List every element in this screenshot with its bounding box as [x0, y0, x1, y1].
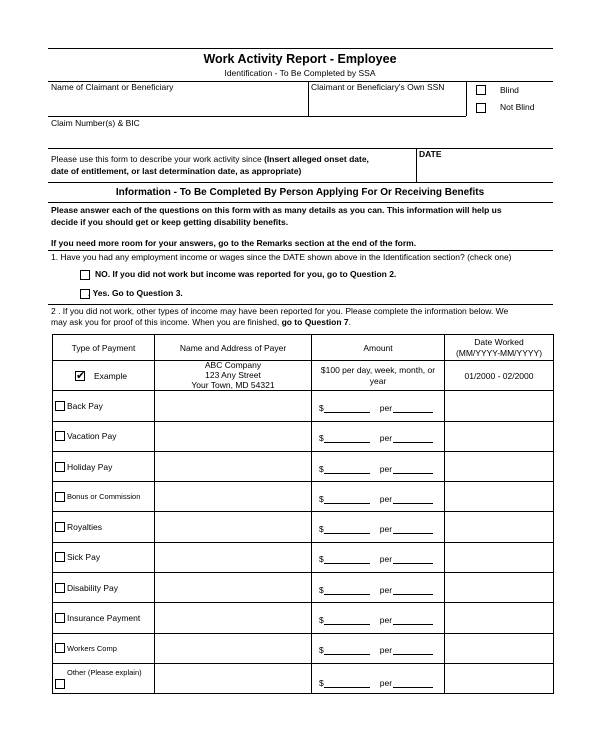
table-row	[53, 573, 554, 603]
not-blind-label: Not Blind	[500, 102, 535, 112]
amount-input-cell[interactable]	[312, 391, 445, 421]
date-worked-input-cell[interactable]	[445, 512, 554, 542]
payment-type-cell	[53, 633, 155, 663]
question-1-text: 1. Have you had any employment income or wages since the DATE shown above in the Identification section? (check one)	[51, 252, 512, 262]
payment-type-label: Vacation Pay	[67, 431, 117, 442]
payment-type-label: Sick Pay	[67, 552, 101, 563]
payment-rows	[53, 391, 554, 694]
ssn-label: Claimant or Beneficiary's Own SSN	[311, 82, 445, 92]
period-blank[interactable]	[393, 434, 433, 443]
per-label: per	[379, 677, 393, 688]
table-row	[53, 512, 554, 542]
question-2-line-2	[51, 318, 351, 328]
amount-input-cell[interactable]	[312, 542, 445, 572]
period-blank[interactable]	[393, 495, 433, 504]
instruction-plain: Please use this form to describe your work activity since	[51, 154, 265, 164]
amount-blank[interactable]	[324, 586, 370, 595]
payer-input-cell[interactable]	[155, 482, 312, 512]
payer-input-cell[interactable]	[155, 663, 312, 693]
name-label: Name of Claimant or Beneficiary	[51, 82, 174, 92]
payer-input-cell[interactable]	[155, 603, 312, 633]
example-amount-line-1: $100 per day, week, month, or	[320, 365, 436, 376]
example-payer-line-1: ABC Company	[204, 360, 262, 370]
instruction-bold: (Insert alleged onset date,	[264, 154, 369, 164]
divider	[308, 81, 309, 116]
payment-type-checkbox[interactable]	[55, 613, 65, 623]
period-blank[interactable]	[393, 404, 433, 413]
payment-type-label: Holiday Pay	[67, 461, 113, 472]
per-label: per	[379, 584, 393, 595]
payment-type-cell	[53, 663, 155, 693]
example-type-cell	[53, 361, 155, 391]
dollar-sign: $	[319, 554, 324, 565]
example-payer-line-2: 123 Any Street	[205, 369, 261, 380]
payer-input-cell[interactable]	[155, 512, 312, 542]
claim-number-label: Claim Number(s) & BIC	[51, 118, 140, 128]
example-payer-cell	[155, 361, 312, 391]
intro-line-2: decide if you should get or keep getting disability benefits.	[51, 217, 289, 227]
example-dates-cell: 01/2000 - 02/2000	[445, 361, 554, 391]
per-label: per	[379, 554, 393, 565]
divider	[48, 304, 553, 305]
question-2-line-1: 2 . If you did not work, other types of income may have been reported for you. Please complete the information below. We	[51, 306, 509, 316]
payment-type-checkbox[interactable]	[55, 462, 65, 472]
period-blank[interactable]	[393, 679, 433, 688]
dollar-sign: $	[319, 402, 324, 413]
example-label: Example	[94, 370, 128, 381]
payment-type-checkbox[interactable]	[55, 522, 65, 532]
table-row	[53, 421, 554, 451]
table-row	[53, 663, 554, 693]
amount-input-cell[interactable]	[312, 573, 445, 603]
date-worked-input-cell[interactable]	[445, 633, 554, 663]
example-checkbox	[75, 371, 85, 381]
payment-type-cell	[53, 421, 155, 451]
amount-input-cell[interactable]	[312, 482, 445, 512]
instruction-line-2: date of entitlement, or last determination date, as appropriate)	[51, 166, 302, 176]
header-date-line-2: (MM/YYYY-MM/YYYY)	[455, 347, 543, 358]
period-blank[interactable]	[393, 465, 433, 474]
divider	[48, 182, 553, 183]
dollar-sign: $	[319, 615, 324, 626]
section-heading: Information - To Be Completed By Person Applying For Or Receiving Benefits	[115, 187, 485, 198]
payer-input-cell[interactable]	[155, 391, 312, 421]
divider	[466, 81, 467, 116]
payment-type-label: Insurance Payment	[67, 613, 141, 624]
intro-line-1: Please answer each of the questions on this form with as many details as you can. This information will help us	[51, 205, 502, 215]
period-blank[interactable]	[393, 525, 433, 534]
amount-input-cell[interactable]	[312, 451, 445, 481]
payment-type-checkbox[interactable]	[55, 583, 65, 593]
date-worked-input-cell[interactable]	[445, 603, 554, 633]
divider	[48, 148, 553, 149]
payment-type-cell	[53, 391, 155, 421]
date-worked-input-cell[interactable]	[445, 391, 554, 421]
payment-type-cell	[53, 512, 155, 542]
amount-blank[interactable]	[324, 616, 370, 625]
date-worked-input-cell[interactable]	[445, 482, 554, 512]
q2-plain: may ask you for proof of this income. When you are finished,	[51, 317, 282, 327]
q1-yes-label: . Yes. Go to Question 3.	[88, 288, 183, 298]
payment-type-checkbox[interactable]	[55, 643, 65, 653]
payment-type-cell	[53, 542, 155, 572]
amount-blank[interactable]	[324, 465, 370, 474]
period-blank[interactable]	[393, 646, 433, 655]
instruction-line-1	[51, 155, 369, 165]
header-date	[445, 335, 554, 361]
q2-end: .	[348, 317, 351, 327]
divider	[48, 116, 466, 117]
date-worked-input-cell[interactable]	[445, 542, 554, 572]
divider	[416, 148, 417, 182]
period-blank[interactable]	[393, 616, 433, 625]
payer-input-cell[interactable]	[155, 573, 312, 603]
payment-type-checkbox[interactable]	[55, 679, 65, 689]
payment-type-cell	[53, 573, 155, 603]
payer-input-cell[interactable]	[155, 451, 312, 481]
not-blind-checkbox[interactable]	[476, 103, 486, 113]
dollar-sign: $	[319, 463, 324, 474]
amount-input-cell[interactable]	[312, 421, 445, 451]
dollar-sign: $	[319, 524, 324, 535]
amount-input-cell[interactable]	[312, 633, 445, 663]
amount-blank[interactable]	[324, 679, 370, 688]
table-header-row	[53, 335, 554, 361]
example-amount-line-2: year	[369, 375, 387, 386]
payment-type-checkbox[interactable]	[55, 552, 65, 562]
payment-type-label: Disability Pay	[67, 582, 119, 593]
per-label: per	[379, 433, 393, 444]
amount-blank[interactable]	[324, 495, 370, 504]
dollar-sign: $	[319, 677, 324, 688]
payment-type-checkbox[interactable]	[55, 431, 65, 441]
date-worked-input-cell[interactable]	[445, 663, 554, 693]
divider	[48, 250, 553, 251]
example-payer-line-3: Your Town, MD 54321	[191, 379, 275, 390]
payment-type-checkbox[interactable]	[55, 401, 65, 411]
payment-type-checkbox[interactable]	[55, 492, 65, 502]
payment-type-label: Bonus or Commission	[67, 492, 141, 502]
amount-input-cell[interactable]	[312, 512, 445, 542]
table-row	[53, 482, 554, 512]
amount-blank[interactable]	[324, 555, 370, 564]
header-amount: Amount	[312, 335, 445, 361]
blind-label: Blind	[500, 85, 519, 95]
remarks-note: If you need more room for your answers, go to the Remarks section at the end of the form.	[51, 238, 417, 248]
q2-bold: go to Question 7	[281, 317, 349, 327]
date-worked-input-cell[interactable]	[445, 451, 554, 481]
per-label: per	[379, 645, 393, 656]
header-name: Name and Address of Payer	[155, 335, 312, 361]
divider	[48, 202, 553, 203]
payer-input-cell[interactable]	[155, 542, 312, 572]
per-label: per	[379, 402, 393, 413]
payment-type-label: Royalties	[67, 522, 102, 533]
per-label: per	[379, 493, 393, 504]
date-worked-input-cell[interactable]	[445, 421, 554, 451]
payment-type-label: Workers Comp	[67, 643, 117, 653]
amount-blank[interactable]	[324, 525, 370, 534]
dollar-sign: $	[319, 433, 324, 444]
example-row	[53, 361, 554, 391]
table-row	[53, 603, 554, 633]
dollar-sign: $	[319, 493, 324, 504]
q1-no-checkbox[interactable]	[80, 270, 90, 280]
period-blank[interactable]	[393, 555, 433, 564]
payment-type-cell	[53, 603, 155, 633]
payment-type-cell	[53, 482, 155, 512]
dollar-sign: $	[319, 645, 324, 656]
per-label: per	[379, 615, 393, 626]
example-amount-cell	[312, 361, 445, 391]
amount-blank[interactable]	[324, 404, 370, 413]
form-title: Work Activity Report - Employee	[203, 52, 397, 66]
payment-table	[52, 334, 554, 694]
amount-blank[interactable]	[324, 646, 370, 655]
divider	[48, 48, 553, 49]
header-type: Type of Payment	[53, 335, 155, 361]
q1-no-label: NO. If you did not work but income was reported for you, go to Question 2.	[95, 269, 397, 279]
check-icon: ✔	[76, 369, 86, 382]
payment-type-label: Other (Please explain)	[67, 668, 142, 678]
header-date-line-1: Date Worked	[474, 337, 524, 348]
payment-type-cell	[53, 451, 155, 481]
table-row	[53, 451, 554, 481]
period-blank[interactable]	[393, 586, 433, 595]
payer-input-cell[interactable]	[155, 421, 312, 451]
table-row	[53, 391, 554, 421]
per-label: per	[379, 524, 393, 535]
amount-input-cell[interactable]	[312, 663, 445, 693]
dollar-sign: $	[319, 584, 324, 595]
payer-input-cell[interactable]	[155, 633, 312, 663]
payment-type-label: Back Pay	[67, 400, 103, 411]
per-label: per	[379, 463, 393, 474]
date-worked-input-cell[interactable]	[445, 573, 554, 603]
table-row	[53, 542, 554, 572]
amount-blank[interactable]	[324, 434, 370, 443]
form-subtitle: Identification - To Be Completed by SSA	[224, 68, 376, 78]
date-label: DATE	[419, 149, 442, 159]
table-row	[53, 633, 554, 663]
blind-checkbox[interactable]	[476, 85, 486, 95]
amount-input-cell[interactable]	[312, 603, 445, 633]
